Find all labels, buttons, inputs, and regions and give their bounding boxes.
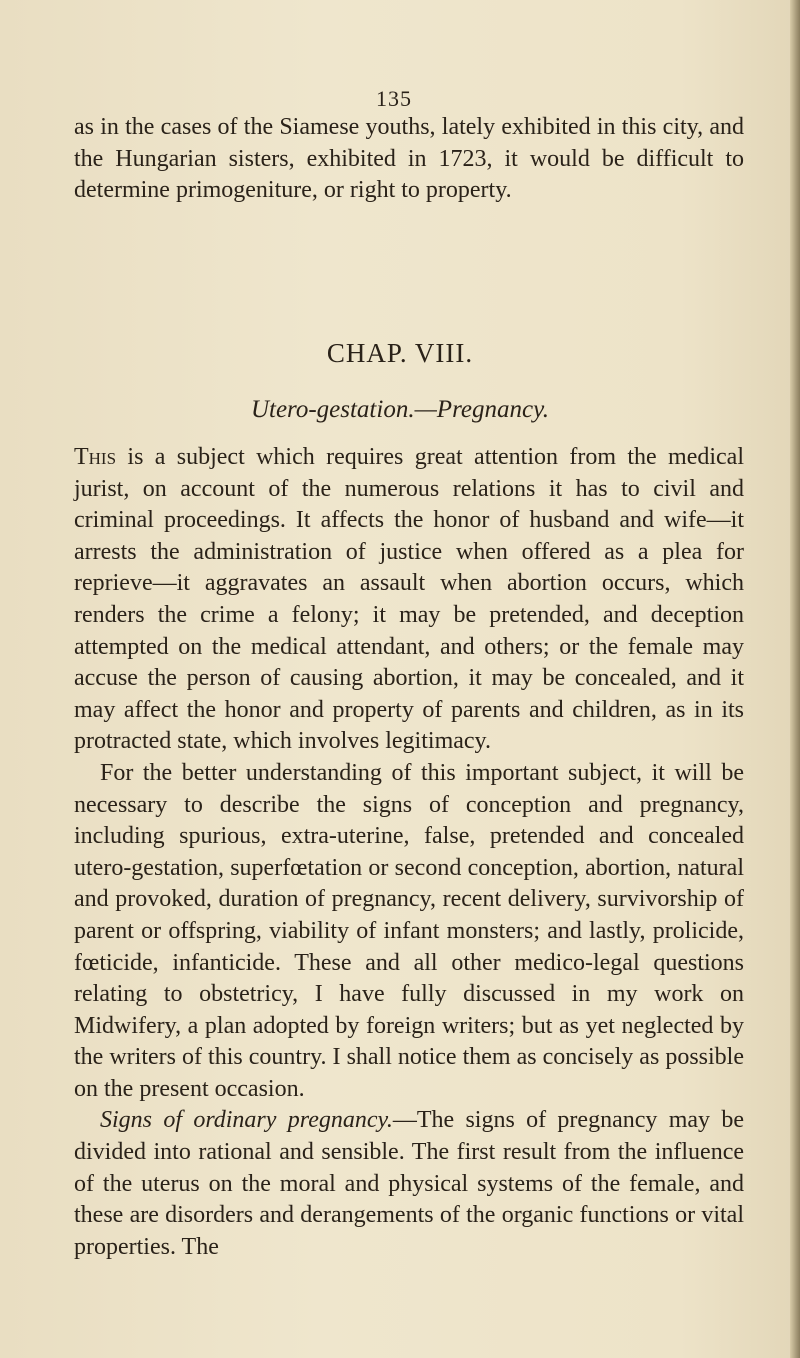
paragraph-3-text: —The signs of pregnancy may be divided into rational and sensible. The first result from the influence of the uterus on the moral and physical systems of the female, and these are disorders and derangements of the organic functions or vital properties. The	[74, 1107, 744, 1260]
paragraph-1	[74, 442, 744, 758]
chapter-heading: CHAP. VIII.	[326, 338, 474, 368]
opening-paragraph: as in the cases of the Siamese youths, lately exhibited in this city, and the Hungarian sisters, exhibited in 1723, it would be difficult to determine primogeniture, or right to property.	[74, 114, 744, 204]
paragraph-3	[74, 1105, 744, 1263]
opening-text-block	[74, 112, 744, 207]
paragraph-3-heading: Signs of ordinary pregnancy.	[100, 1107, 393, 1134]
paragraph-1-text: is a subject which requires great attention from the medical jurist, on account of the numerous relations it has to civil and criminal proceedings. It affects the honor of husband and wife—it arrests the administration of justice when offered as a plea for reprieve—it aggravates an assault when abortion occurs, which renders the crime a felony; it may be pretended, and deception attempted on the medical attendant, and others; or the female may accuse the person of causing abortion, it may be concealed, and it may affect the honor and property of parents and children, as in its protracted state, which involves legitimacy.	[74, 444, 744, 755]
page-number: 135	[376, 86, 412, 111]
page-edge-shadow	[790, 0, 800, 1358]
chapter-body	[74, 442, 744, 1263]
chapter-subtitle: Utero-gestation.—Pregnancy.	[250, 396, 550, 423]
paragraph-2: For the better understanding of this important subject, it will be necessary to describe the signs of conception and pregnancy, including spurious, extra-uterine, false, pretended and concealed utero-gestation, superfœtation or second conception, abortion, natural and provoked, duration of pregnancy, recent delivery, survivorship of parent or offspring, viability of infant monsters; and lastly, prolicide, fœticide, infanticide. These and all other medico-legal questions relating to obstetricy, I have fully discussed in my work on Midwifery, a plan adopted by foreign writers; but as yet neglected by the writers of this country. I shall notice them as concisely as possible on the present occasion.	[74, 759, 744, 1102]
paragraph-1-first-word: This	[74, 444, 117, 470]
